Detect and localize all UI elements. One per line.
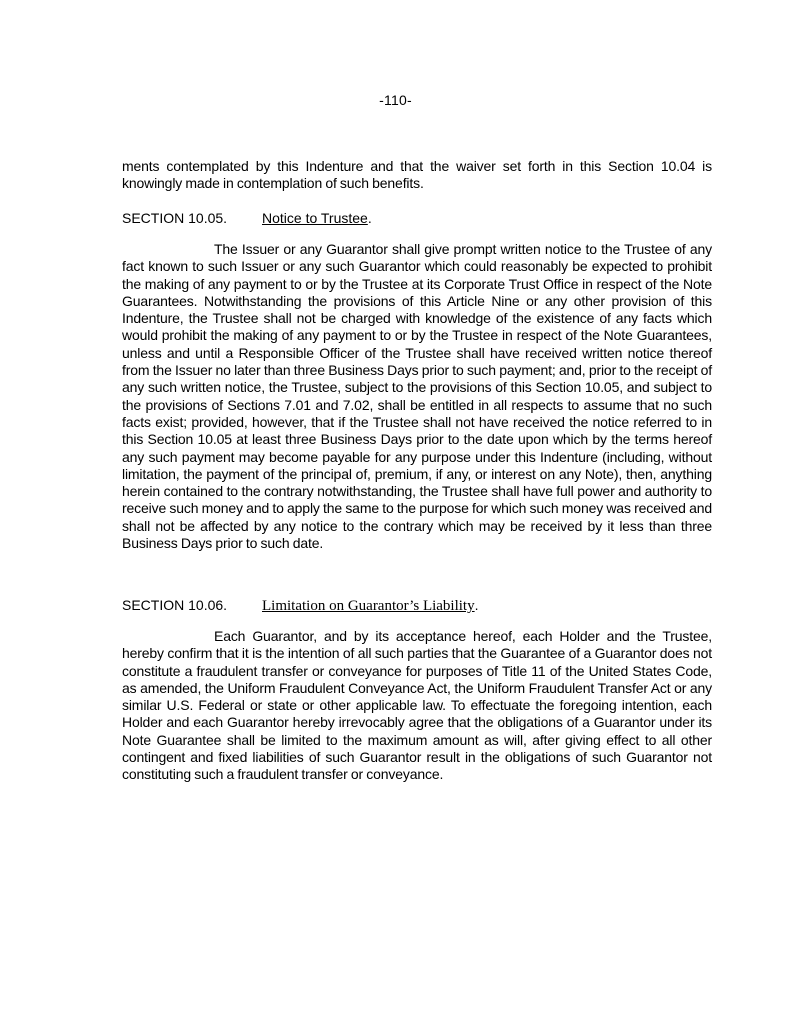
section-body-10-05 xyxy=(122,241,712,552)
section-title: Limitation on Guarantor’s Liability xyxy=(262,598,475,614)
section-paragraph: The Issuer or any Guarantor shall give prompt written notice to the Trustee of any fact known to such Issuer or any such Guarantor which could reasonably be expected to prohibit the making of any payment to or by the Trustee at its Corporate Trust Office in respect of the Note Guarantees. Notwithstanding the provisions of this Article Nine or any other provision of this Indenture, the Trustee shall not be charged with knowledge of the existence of any facts which would prohibit the making of any payment to or by the Trustee in respect of the Note Guarantees, unless and until a Responsible Officer of the Trustee shall have received written notice thereof from the Issuer no later than three Business Days prior to such payment; and, prior to the receipt of any such written notice, the Trustee, subject to the provisions of this Section 10.05, and subject to the provisions of Sections 7.01 and 7.02, shall be entitled in all respects to assume that no such facts exist; provided, however, that if the Trustee shall not have received the notice referred to in this Section 10.05 at least three Business Days prior to the date upon which by the terms hereof any such payment may become payable for any purpose under this Indenture (including, without limitation, the payment of the principal of, premium, if any, or interest on any Note), then, anything herein contained to the contrary notwithstanding, the Trustee shall have full power and authority to receive such money and to apply the same to the purpose for which such money was received and shall not be affected by any notice to the contrary which may be received by it less than three Business Days prior to such date. xyxy=(122,241,712,552)
section-title-punctuation: . xyxy=(367,210,372,226)
section-title-punctuation: . xyxy=(474,597,479,613)
section-paragraph: Each Guarantor, and by its acceptance hereof, each Holder and the Trustee, hereby confirm that it is the intention of all such parties that the Guarantee of a Guarantor does not constitute a fraudulent transfer or conveyance for purposes of Title 11 of the United States Code, as amended, the Uniform Fraudulent Conveyance Act, the Uniform Fraudulent Transfer Act or any similar U.S. Federal or state or other applicable law. To effectuate the foregoing intention, each Holder and each Guarantor hereby irrevocably agree that the obligations of a Guarantor under its Note Guarantee shall be limited to the maximum amount as will, after giving effect to all other contingent and fixed liabilities of such Guarantor result in the obligations of such Guarantor not constituting such a fraudulent transfer or conveyance. xyxy=(122,628,712,783)
section-heading-10-05 xyxy=(122,210,372,226)
section-body-10-06 xyxy=(122,628,712,784)
section-number: SECTION 10.05. xyxy=(122,210,228,226)
section-heading-10-06 xyxy=(122,597,479,615)
continuation-block xyxy=(122,158,712,193)
continuation-paragraph: ments contemplated by this Indenture and that the waiver set forth in this Section 10.04 is knowingly made in contemplation of such benefits. xyxy=(122,158,712,192)
section-number: SECTION 10.06. xyxy=(122,597,228,613)
section-title: Notice to Trustee xyxy=(262,210,368,226)
page-number: -110- xyxy=(379,92,412,108)
